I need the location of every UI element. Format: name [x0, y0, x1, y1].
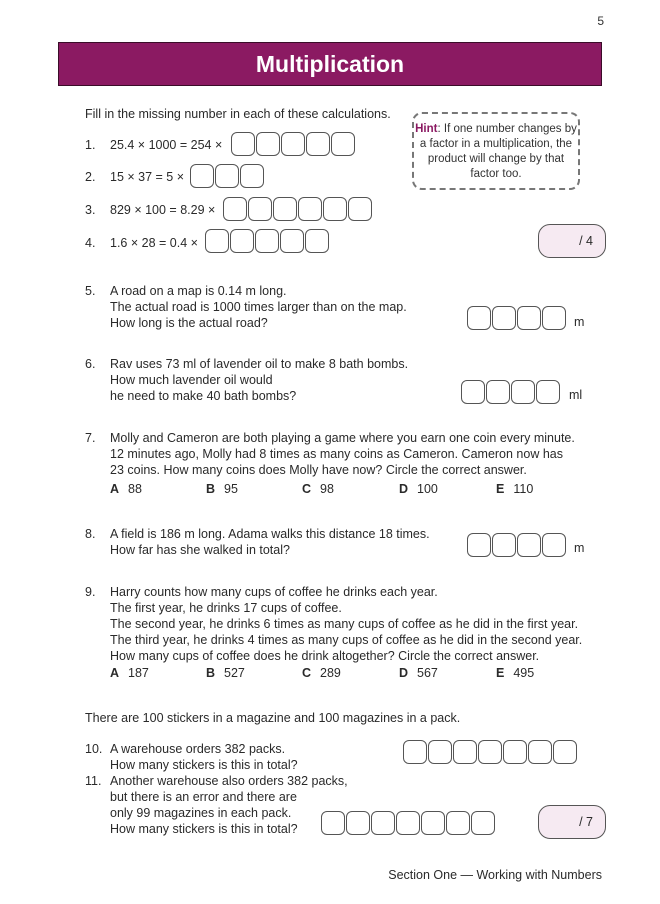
- answer-box[interactable]: [467, 306, 491, 330]
- answer-box[interactable]: [240, 164, 264, 188]
- q11-number: 11.: [85, 774, 102, 788]
- q5-line: How long is the actual road?: [110, 316, 268, 330]
- q7-option-e[interactable]: [496, 482, 533, 496]
- q6-line: he need to make 40 bath bombs?: [110, 389, 297, 403]
- option-letter: C: [302, 482, 312, 496]
- answer-box[interactable]: [492, 306, 516, 330]
- q9-option-e[interactable]: [496, 666, 534, 680]
- q3-number: 3.: [85, 203, 96, 217]
- q10-line: A warehouse orders 382 packs.: [110, 742, 286, 756]
- answer-box[interactable]: [298, 197, 322, 221]
- answer-box[interactable]: [230, 229, 254, 253]
- option-letter: D: [399, 482, 409, 496]
- answer-box[interactable]: [215, 164, 239, 188]
- q10-line: How many stickers is this in total?: [110, 758, 298, 772]
- answer-box[interactable]: [231, 132, 255, 156]
- q9-line: Harry counts how many cups of coffee he drinks each year.: [110, 585, 438, 599]
- answer-box[interactable]: [323, 197, 347, 221]
- q7-text: [110, 430, 575, 478]
- answer-box[interactable]: [421, 811, 445, 835]
- sticker-intro: There are 100 stickers in a magazine and 100 magazines in a pack.: [85, 711, 461, 725]
- q9-option-b[interactable]: [206, 666, 245, 680]
- option-value: 88: [128, 482, 142, 496]
- answer-box[interactable]: [503, 740, 527, 764]
- answer-box[interactable]: [446, 811, 470, 835]
- q9-line: The second year, he drinks 6 times as many cups of coffee as he did in the first year.: [110, 617, 579, 631]
- q5-line: A road on a map is 0.14 m long.: [110, 284, 287, 298]
- option-value: 567: [417, 666, 438, 680]
- q1-text: 25.4 × 1000 = 254 ×: [110, 138, 223, 152]
- answer-box[interactable]: [517, 306, 541, 330]
- q8-line: How far has she walked in total?: [110, 543, 290, 557]
- q9-line: How many cups of coffee does he drink altogether? Circle the correct answer.: [110, 649, 540, 663]
- q11-text: [110, 773, 348, 837]
- q7-line: 23 coins. How many coins does Molly have now? Circle the correct answer.: [110, 463, 527, 477]
- option-letter: E: [496, 666, 505, 680]
- answer-box[interactable]: [467, 533, 491, 557]
- q5-answer: [467, 306, 566, 330]
- answer-box[interactable]: [542, 533, 566, 557]
- q9-number: 9.: [85, 585, 96, 599]
- answer-box[interactable]: [305, 229, 329, 253]
- q7-option-c[interactable]: [302, 482, 334, 496]
- page-number: 5: [597, 14, 604, 28]
- q11-line: How many stickers is this in total?: [110, 822, 298, 836]
- answer-box[interactable]: [371, 811, 395, 835]
- q3-answer: [223, 197, 372, 221]
- hint-text: : If one number changes by a factor in a multiplication, the product will change by that factor too.: [419, 123, 577, 180]
- q9-option-a[interactable]: [110, 666, 149, 680]
- q4-number: 4.: [85, 236, 96, 250]
- answer-box[interactable]: [471, 811, 495, 835]
- answer-box[interactable]: [486, 380, 510, 404]
- answer-box[interactable]: [396, 811, 420, 835]
- answer-box[interactable]: [461, 380, 485, 404]
- score-box-1: / 4: [538, 224, 606, 258]
- score-box-2: / 7: [538, 805, 606, 839]
- option-letter: C: [302, 666, 312, 680]
- q5-number: 5.: [85, 284, 96, 298]
- q2-number: 2.: [85, 170, 96, 184]
- q7-number: 7.: [85, 431, 96, 445]
- q4-answer: [205, 229, 329, 253]
- answer-box[interactable]: [306, 132, 330, 156]
- q7-option-d[interactable]: [399, 482, 438, 496]
- option-value: 98: [320, 482, 334, 496]
- option-letter: A: [110, 666, 120, 680]
- q8-text: [110, 526, 430, 558]
- hint-label: Hint: [415, 123, 438, 135]
- answer-box[interactable]: [348, 197, 372, 221]
- answer-box[interactable]: [511, 380, 535, 404]
- q6-answer: [461, 380, 560, 404]
- answer-box[interactable]: [190, 164, 214, 188]
- q2-text: 15 × 37 = 5 ×: [110, 170, 185, 184]
- answer-box[interactable]: [528, 740, 552, 764]
- q2-answer: [190, 164, 264, 188]
- answer-box[interactable]: [205, 229, 229, 253]
- answer-box[interactable]: [280, 229, 304, 253]
- q10-number: 10.: [85, 742, 103, 756]
- q4-text: 1.6 × 28 = 0.4 ×: [110, 236, 198, 250]
- q5-line: The actual road is 1000 times larger than on the map.: [110, 300, 407, 314]
- q11-line: only 99 magazines in each pack.: [110, 806, 292, 820]
- q10-text: [110, 741, 298, 773]
- q11-answer: [321, 811, 495, 835]
- q11-line: Another warehouse also orders 382 packs,: [110, 774, 348, 788]
- option-letter: B: [206, 482, 216, 496]
- q1-answer: [231, 132, 355, 156]
- q9-option-d[interactable]: [399, 666, 438, 680]
- q9-text: [110, 584, 582, 664]
- q6-line: Rav uses 73 ml of lavender oil to make 8 bath bombs.: [110, 357, 409, 371]
- answer-box[interactable]: [536, 380, 560, 404]
- answer-box[interactable]: [542, 306, 566, 330]
- q9-line: The first year, he drinks 17 cups of coffee.: [110, 601, 342, 615]
- q6-unit: ml: [569, 388, 583, 402]
- answer-box[interactable]: [223, 197, 247, 221]
- answer-box[interactable]: [478, 740, 502, 764]
- q7-line: Molly and Cameron are both playing a game where you earn one coin every minute.: [110, 431, 575, 445]
- q7-option-b[interactable]: [206, 482, 238, 496]
- q1-number: 1.: [85, 138, 96, 152]
- answer-box[interactable]: [256, 132, 280, 156]
- option-value: 100: [417, 482, 438, 496]
- answer-box[interactable]: [428, 740, 452, 764]
- page-title: Multiplication: [58, 42, 602, 86]
- q5-text: [110, 283, 407, 331]
- q9-option-c[interactable]: [302, 666, 341, 680]
- answer-box[interactable]: [517, 533, 541, 557]
- answer-box[interactable]: [553, 740, 577, 764]
- q6-number: 6.: [85, 357, 96, 371]
- q7-line: 12 minutes ago, Molly had 8 times as many coins as Cameron. Cameron now has: [110, 447, 563, 461]
- q5-unit: m: [574, 315, 585, 329]
- answer-box[interactable]: [492, 533, 516, 557]
- q9-line: The third year, he drinks 4 times as many cups of coffee as he did in the second year.: [110, 633, 583, 647]
- answer-box[interactable]: [255, 229, 279, 253]
- option-value: 527: [224, 666, 245, 680]
- q6-text: [110, 356, 408, 404]
- q7-option-a[interactable]: [110, 482, 142, 496]
- option-value: 187: [128, 666, 149, 680]
- option-letter: A: [110, 482, 120, 496]
- option-value: 110: [513, 482, 534, 496]
- answer-box[interactable]: [346, 811, 370, 835]
- q11-line: but there is an error and there are: [110, 790, 297, 804]
- answer-box[interactable]: [331, 132, 355, 156]
- q6-line: How much lavender oil would: [110, 373, 273, 387]
- option-letter: D: [399, 666, 409, 680]
- answer-box[interactable]: [453, 740, 477, 764]
- answer-box[interactable]: [273, 197, 297, 221]
- option-value: 95: [224, 482, 238, 496]
- q10-answer: [403, 740, 577, 764]
- q8-unit: m: [574, 541, 585, 555]
- option-value: 289: [320, 666, 341, 680]
- instructions: Fill in the missing number in each of these calculations.: [85, 107, 391, 121]
- answer-box[interactable]: [321, 811, 345, 835]
- q8-answer: [467, 533, 566, 557]
- option-letter: B: [206, 666, 216, 680]
- hint-box: [412, 112, 580, 190]
- answer-box[interactable]: [281, 132, 305, 156]
- answer-box[interactable]: [248, 197, 272, 221]
- q3-text: 829 × 100 = 8.29 ×: [110, 203, 216, 217]
- q8-number: 8.: [85, 527, 96, 541]
- option-letter: E: [496, 482, 505, 496]
- answer-box[interactable]: [403, 740, 427, 764]
- option-value: 495: [513, 666, 535, 680]
- q8-line: A field is 186 m long. Adama walks this distance 18 times.: [110, 527, 430, 541]
- footer: Section One — Working with Numbers: [388, 868, 602, 882]
